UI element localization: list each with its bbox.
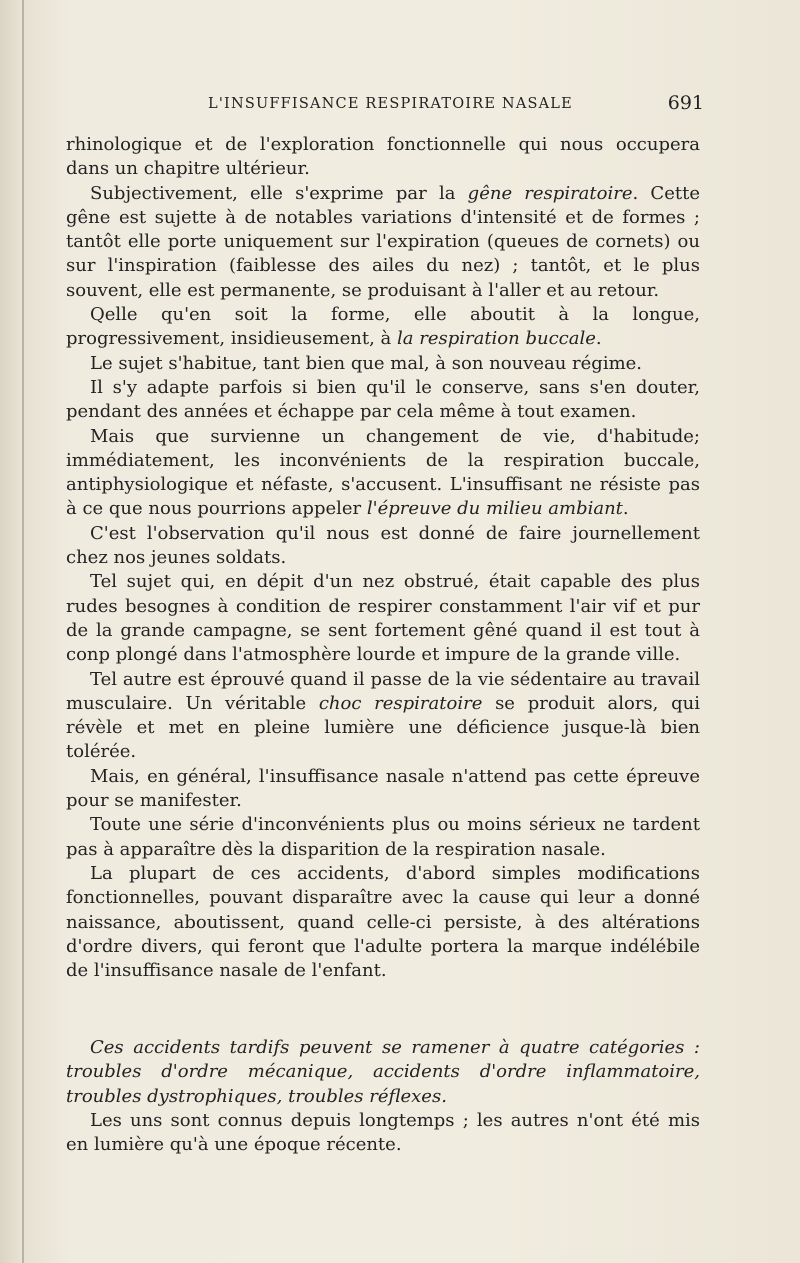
running-head: L'INSUFFISANCE RESPIRATOIRE NASALE — [208, 96, 573, 112]
emphasis-text: gêne respiratoire — [467, 182, 633, 204]
paragraph — [66, 182, 700, 303]
paragraph: Le sujet s'habitue, tant bien que mal, à son nouveau régime. — [90, 352, 643, 374]
paragraph: Il s'y adapte parfois si bien qu'il le conserve, sans s'en douter, pendant des années et échappe par cela même à tout examen. — [66, 376, 700, 423]
paragraph — [66, 425, 700, 522]
paragraph-text: Tel autre est éprouvé quand il passe de la vie sédentaire au travail musculaire. Un véritable — [66, 668, 700, 714]
page-binding-edge — [0, 0, 22, 1263]
paragraph-text: . — [595, 328, 602, 350]
paragraph — [66, 668, 700, 765]
closing-section — [66, 1036, 700, 1157]
paragraph-text: . Cette gêne est sujette à de notables variations d'intensité et de formes ; tantôt elle porte uniquement sur l'expiration (queues de cornets) ou sur l'inspiration (faiblesse des ailes du nez) ; tantôt, et le plus souvent, elle est permanente, se produisant à l'aller et au retour. — [66, 182, 700, 301]
paragraph: Tel sujet qui, en dépit d'un nez obstrué, était capable des plus rudes besognes à condition de respirer constamment l'air vif et pur de la grande campagne, se sent fortement gêné quand il est tout à conp plongé dans l'atmosphère lourde et impure de la grande ville. — [66, 571, 700, 666]
paragraph: rhinologique et de l'exploration fonctionnelle qui nous occupera dans un chapitre ultérieur. — [66, 134, 700, 180]
paragraph: Mais, en général, l'insuffisance nasale n'attend pas cette épreuve pour se manifester. — [66, 765, 700, 812]
paragraph-text: Mais que survienne un changement de vie, d'habitude; immédiatement, les inconvénients de la respiration buccale, antiphysiologique et néfaste, s'accusent. L'insuffisant ne résiste pas à ce que nous pourrions appeler — [66, 425, 700, 520]
body-text — [66, 133, 700, 983]
paragraph: Toute une série d'inconvénients plus ou moins sérieux ne tardent pas à apparaître dès la disparition de la respiration nasale. — [66, 814, 700, 860]
paragraph-text: . — [622, 498, 629, 520]
emphasis-text: l'épreuve du milieu ambiant — [366, 498, 623, 520]
page-header — [66, 92, 706, 122]
paragraph: C'est l'observation qu'il nous est donné de faire journellement chez nos jeunes soldats. — [66, 522, 700, 569]
page-number: 691 — [667, 92, 704, 114]
paragraph-text: Subjectivement, elle s'exprime par la — [90, 182, 468, 204]
emphasis-text: Ces accidents tardifs peuvent se ramener à quatre catégories : troubles d'ordre mécanique, accidents d'ordre inflammatoire, troubles dystrophiques, troubles réflexes. — [66, 1037, 700, 1107]
italic-paragraph — [66, 1036, 700, 1109]
emphasis-text: la respiration buccale — [397, 328, 596, 350]
paragraph: La plupart de ces accidents, d'abord simples modifications fonctionnelles, pouvant disparaître avec la cause qui leur a donné naissance, aboutissent, quand celle-ci persiste, à des altérations d'ordre divers, qui feront que l'adulte portera la marque indélébile de l'insuffisance nasale de l'enfant. — [66, 862, 700, 982]
paragraph-text: Qelle qu'en soit la forme, elle aboutit à la longue, progressivement, insidieusement, à — [66, 304, 700, 350]
paragraph: Les uns sont connus depuis longtemps ; les autres n'ont été mis en lumière qu'à une époque récente. — [66, 1109, 700, 1156]
emphasis-text: choc respiratoire — [318, 692, 483, 714]
paragraph — [66, 303, 700, 352]
paragraph-text: se produit alors, qui révèle et met en pleine lumière une déficience jusque-là bien tolérée. — [66, 692, 700, 763]
